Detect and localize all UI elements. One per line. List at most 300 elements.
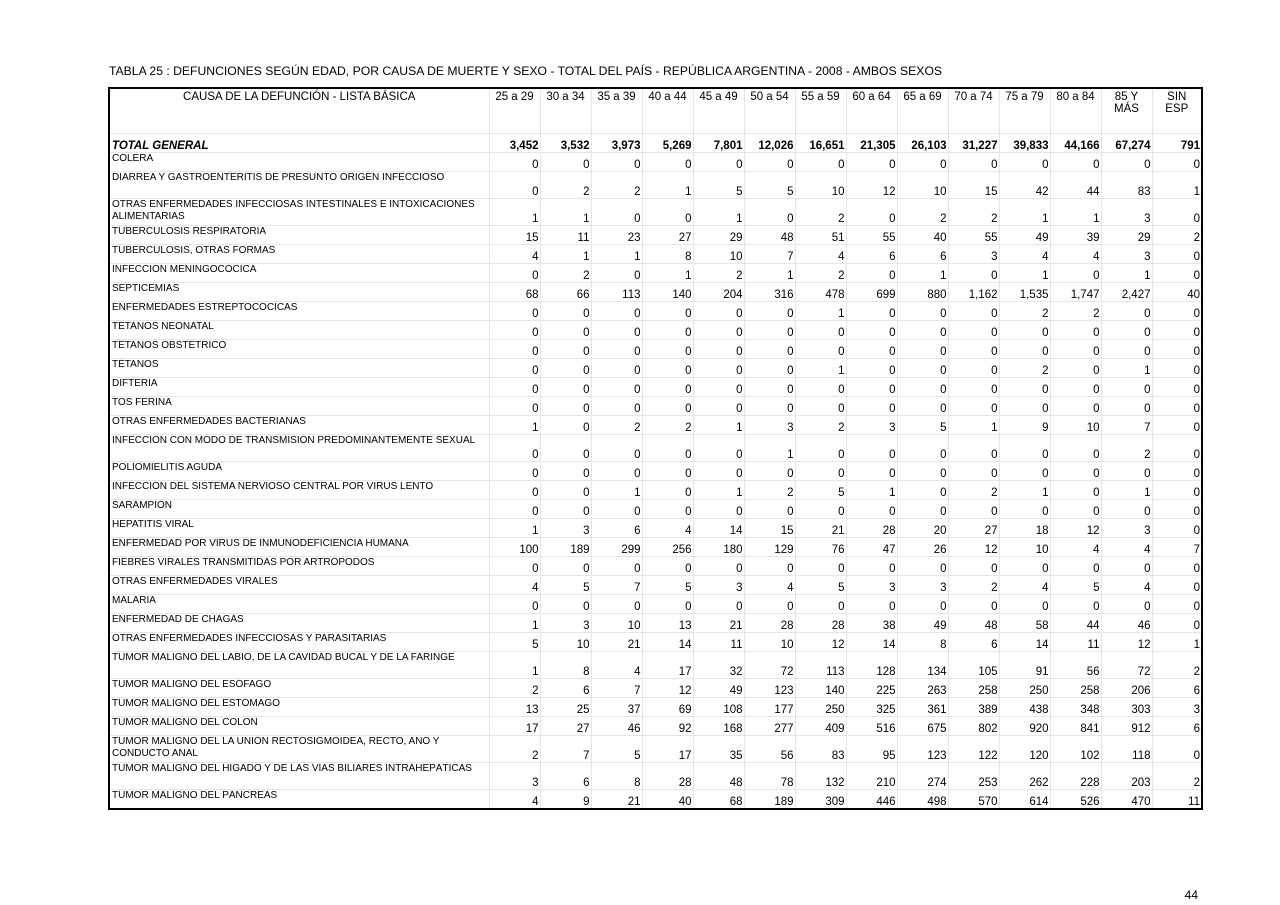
table-cell: 0 (1152, 397, 1202, 416)
table-cell: 0 (897, 595, 948, 614)
table-cell: 2 (489, 679, 540, 698)
table-cell: 14 (693, 519, 744, 538)
table-cell: 0 (642, 462, 693, 481)
table-cell: 0 (948, 302, 999, 321)
table-cell: 0 (846, 557, 897, 576)
table-cell: 66 (540, 283, 591, 302)
table-cell: 56 (744, 736, 795, 763)
table-cell: 0 (1152, 245, 1202, 264)
table-cell: 0 (1152, 321, 1202, 340)
total-cell: 3,973 (591, 134, 642, 153)
table-cell: 35 (693, 736, 744, 763)
table-row (109, 416, 1202, 435)
total-cell: 21,305 (846, 134, 897, 153)
table-cell: 0 (1101, 321, 1152, 340)
table-cell: 0 (846, 595, 897, 614)
cause-label: TUBERCULOSIS, OTRAS FORMAS (109, 245, 489, 264)
table-cell: 3 (540, 614, 591, 633)
table-cell: 0 (540, 435, 591, 462)
cause-label: SEPTICEMIAS (109, 283, 489, 302)
table-cell: 0 (489, 153, 540, 172)
table-cell: 4 (999, 576, 1050, 595)
table-cell: 0 (591, 199, 642, 226)
table-cell: 15 (489, 226, 540, 245)
table-cell: 210 (846, 763, 897, 790)
table-cell: 29 (693, 226, 744, 245)
column-header: 85 Y MÁS (1101, 88, 1152, 134)
table-cell: 258 (1050, 679, 1101, 698)
table-cell: 2 (744, 481, 795, 500)
table-cell: 0 (744, 302, 795, 321)
table-cell: 0 (540, 340, 591, 359)
total-cell: 39,833 (999, 134, 1050, 153)
table-cell: 0 (489, 595, 540, 614)
table-cell: 10 (897, 172, 948, 199)
table-cell: 3 (540, 519, 591, 538)
table-cell: 11 (1050, 633, 1101, 652)
table-cell: 1 (999, 481, 1050, 500)
table-cell: 0 (642, 500, 693, 519)
table-cell: 5 (795, 576, 846, 595)
column-header: 45 a 49 (693, 88, 744, 134)
table-cell: 2 (540, 264, 591, 283)
table-cell: 15 (948, 172, 999, 199)
table-cell: 10 (744, 633, 795, 652)
table-cell: 28 (642, 763, 693, 790)
table-cell: 0 (1152, 199, 1202, 226)
table-cell: 0 (897, 435, 948, 462)
table-cell: 113 (795, 652, 846, 679)
page-number: 44 (1184, 888, 1198, 902)
table-cell: 1,535 (999, 283, 1050, 302)
table-cell: 0 (1152, 557, 1202, 576)
table-cell: 2 (948, 576, 999, 595)
table-cell: 72 (744, 652, 795, 679)
cause-label: ENFERMEDAD POR VIRUS DE INMUNODEFICIENCIA HUMANA (109, 538, 489, 557)
table-cell: 1 (489, 614, 540, 633)
table-cell: 38 (846, 614, 897, 633)
table-cell: 3 (897, 576, 948, 595)
table-cell: 0 (999, 595, 1050, 614)
table-cell: 0 (1101, 595, 1152, 614)
table-cell: 0 (846, 153, 897, 172)
table-cell: 0 (744, 199, 795, 226)
total-cell: 67,274 (1101, 134, 1152, 153)
table-cell: 5 (489, 633, 540, 652)
table-cell: 46 (591, 717, 642, 736)
table-cell: 0 (897, 378, 948, 397)
table-cell: 5 (897, 416, 948, 435)
table-cell: 675 (897, 717, 948, 736)
table-cell: 0 (1152, 416, 1202, 435)
table-cell: 4 (744, 576, 795, 595)
table-cell: 6 (1152, 717, 1202, 736)
header-row (109, 88, 1202, 134)
table-cell: 0 (795, 153, 846, 172)
table-cell: 1 (693, 416, 744, 435)
cause-label: TUMOR MALIGNO DEL HÍGADO Y DE LAS VÍAS BILIARES INTRAHEPÁTICAS (109, 763, 489, 790)
total-cell: 7,801 (693, 134, 744, 153)
table-cell: 4 (591, 652, 642, 679)
table-cell: 11 (1152, 790, 1202, 809)
table-cell: 0 (795, 378, 846, 397)
table-cell: 0 (795, 595, 846, 614)
table-cell: 48 (744, 226, 795, 245)
table-cell: 0 (1152, 359, 1202, 378)
table-cell: 0 (1050, 557, 1101, 576)
column-header: 40 a 44 (642, 88, 693, 134)
table-cell: 206 (1101, 679, 1152, 698)
table-cell: 46 (1101, 614, 1152, 633)
table-cell: 0 (744, 500, 795, 519)
table-cell: 250 (999, 679, 1050, 698)
table-cell: 0 (1050, 340, 1101, 359)
table-cell: 262 (999, 763, 1050, 790)
table-cell: 316 (744, 283, 795, 302)
table-cell: 0 (693, 500, 744, 519)
table-cell: 12 (1101, 633, 1152, 652)
cause-label: TUMOR MALIGNO DEL ESÓFAGO (109, 679, 489, 698)
table-cell: 0 (489, 481, 540, 500)
table-cell: 0 (1101, 378, 1152, 397)
table-cell: 2 (948, 199, 999, 226)
table-cell: 0 (591, 378, 642, 397)
table-cell: 8 (591, 763, 642, 790)
table-cell: 37 (591, 698, 642, 717)
table-cell: 0 (1101, 557, 1152, 576)
table-cell: 0 (1050, 595, 1101, 614)
table-cell: 0 (1152, 736, 1202, 763)
table-row (109, 283, 1202, 302)
table-cell: 11 (693, 633, 744, 652)
table-cell: 0 (846, 321, 897, 340)
table-cell: 0 (1101, 302, 1152, 321)
table-cell: 1,162 (948, 283, 999, 302)
table-cell: 253 (948, 763, 999, 790)
table-cell: 1 (744, 435, 795, 462)
total-cell: 3,532 (540, 134, 591, 153)
table-cell: 0 (948, 321, 999, 340)
table-cell: 0 (1152, 435, 1202, 462)
table-cell: 83 (795, 736, 846, 763)
table-cell: 570 (948, 790, 999, 809)
table-cell: 0 (846, 340, 897, 359)
cause-label: MALARIA (109, 595, 489, 614)
cause-label: CÓLERA (109, 153, 489, 172)
table-cell: 1 (693, 481, 744, 500)
table-row (109, 245, 1202, 264)
table-cell: 0 (897, 321, 948, 340)
table-cell: 277 (744, 717, 795, 736)
table-cell: 2 (1152, 226, 1202, 245)
total-label: TOTAL GENERAL (109, 134, 489, 153)
table-cell: 76 (795, 538, 846, 557)
table-cell: 102 (1050, 736, 1101, 763)
table-cell: 6 (540, 679, 591, 698)
cause-label: TUBERCULOSIS RESPIRATORIA (109, 226, 489, 245)
table-cell: 256 (642, 538, 693, 557)
table-cell: 9 (999, 416, 1050, 435)
table-cell: 0 (846, 264, 897, 283)
table-cell: 118 (1101, 736, 1152, 763)
column-header: 35 a 39 (591, 88, 642, 134)
table-cell: 0 (591, 462, 642, 481)
table-row (109, 652, 1202, 679)
table-cell: 0 (948, 500, 999, 519)
table-cell: 0 (1152, 153, 1202, 172)
table-cell: 5 (795, 481, 846, 500)
column-header: 30 a 34 (540, 88, 591, 134)
table-cell: 177 (744, 698, 795, 717)
table-cell: 0 (693, 378, 744, 397)
table-row (109, 790, 1202, 809)
table-cell: 0 (744, 397, 795, 416)
table-cell: 3 (1101, 519, 1152, 538)
table-cell: 0 (846, 199, 897, 226)
table-cell: 0 (540, 500, 591, 519)
table-cell: 10 (591, 614, 642, 633)
table-cell: 5 (744, 172, 795, 199)
table-cell: 0 (948, 359, 999, 378)
cause-label: OTRAS ENFERMEDADES INFECCIOSAS Y PARASITARIAS (109, 633, 489, 652)
table-cell: 5 (642, 576, 693, 595)
table-cell: 28 (744, 614, 795, 633)
table-cell: 12 (1050, 519, 1101, 538)
table-cell: 4 (1101, 538, 1152, 557)
table-cell: 0 (999, 340, 1050, 359)
table-cell: 21 (591, 633, 642, 652)
table-cell: 25 (540, 698, 591, 717)
cause-label: TÉTANOS OBSTÉTRICO (109, 340, 489, 359)
table-cell: 0 (1152, 264, 1202, 283)
table-cell: 0 (642, 340, 693, 359)
table-cell: 0 (489, 462, 540, 481)
table-cell: 389 (948, 698, 999, 717)
total-cell: 16,651 (795, 134, 846, 153)
table-cell: 6 (1152, 679, 1202, 698)
table-cell: 0 (540, 321, 591, 340)
table-row (109, 302, 1202, 321)
table-cell: 69 (642, 698, 693, 717)
table-cell: 0 (591, 264, 642, 283)
table-cell: 299 (591, 538, 642, 557)
total-cell: 44,166 (1050, 134, 1101, 153)
table-cell: 2 (591, 172, 642, 199)
table-cell: 0 (795, 397, 846, 416)
column-header: 55 a 59 (795, 88, 846, 134)
table-cell: 0 (744, 595, 795, 614)
table-row (109, 698, 1202, 717)
table-row (109, 763, 1202, 790)
table-cell: 1 (1101, 359, 1152, 378)
table-cell: 0 (1152, 302, 1202, 321)
table-cell: 0 (1050, 481, 1101, 500)
table-cell: 614 (999, 790, 1050, 809)
table-cell: 2 (642, 416, 693, 435)
table-cell: 8 (897, 633, 948, 652)
cause-label: INFECCIÓN CON MODO DE TRANSMISIÓN PREDOMINANTEMENTE SEXUAL (109, 435, 489, 462)
table-cell: 10 (1050, 416, 1101, 435)
table-cell: 27 (642, 226, 693, 245)
table-cell: 168 (693, 717, 744, 736)
table-cell: 0 (489, 302, 540, 321)
table-cell: 21 (693, 614, 744, 633)
table-cell: 0 (642, 397, 693, 416)
table-cell: 120 (999, 736, 1050, 763)
table-cell: 1 (489, 519, 540, 538)
table-cell: 1 (489, 199, 540, 226)
table-cell: 0 (591, 435, 642, 462)
table-cell: 0 (693, 397, 744, 416)
table-cell: 1 (1101, 481, 1152, 500)
table-cell: 83 (1101, 172, 1152, 199)
table-cell: 0 (591, 595, 642, 614)
table-cell: 14 (999, 633, 1050, 652)
table-cell: 0 (591, 500, 642, 519)
table-cell: 40 (1152, 283, 1202, 302)
table-cell: 1 (693, 199, 744, 226)
table-cell: 920 (999, 717, 1050, 736)
column-header: 50 a 54 (744, 88, 795, 134)
table-cell: 0 (1050, 397, 1101, 416)
table-cell: 5 (1050, 576, 1101, 595)
table-cell: 2 (1101, 435, 1152, 462)
table-cell: 13 (642, 614, 693, 633)
table-cell: 0 (540, 416, 591, 435)
table-cell: 23 (591, 226, 642, 245)
table-cell: 3 (846, 576, 897, 595)
table-cell: 0 (489, 500, 540, 519)
table-cell: 203 (1101, 763, 1152, 790)
cause-label: ENFERMEDADES ESTREPTOCÓCICAS (109, 302, 489, 321)
table-cell: 0 (744, 153, 795, 172)
cause-label: SARAMPIÓN (109, 500, 489, 519)
table-row (109, 481, 1202, 500)
cause-label: INFECCIÓN DEL SISTEMA NERVIOSO CENTRAL POR VIRUS LENTO (109, 481, 489, 500)
table-cell: 1 (642, 172, 693, 199)
total-row (109, 134, 1202, 153)
total-cell: 3,452 (489, 134, 540, 153)
table-cell: 123 (744, 679, 795, 698)
table-cell: 2 (999, 302, 1050, 321)
table-cell: 10 (540, 633, 591, 652)
table-row (109, 614, 1202, 633)
table-cell: 0 (1152, 340, 1202, 359)
table-cell: 0 (846, 359, 897, 378)
table-cell: 12 (642, 679, 693, 698)
table-cell: 0 (540, 153, 591, 172)
table-cell: 21 (591, 790, 642, 809)
table-cell: 0 (744, 557, 795, 576)
table-cell: 0 (1050, 153, 1101, 172)
table-cell: 48 (693, 763, 744, 790)
cause-label: TUMOR MALIGNO DEL COLON (109, 717, 489, 736)
table-cell: 8 (540, 652, 591, 679)
table-cell: 1 (489, 416, 540, 435)
table-cell: 0 (591, 153, 642, 172)
table-cell: 699 (846, 283, 897, 302)
table-cell: 0 (897, 340, 948, 359)
table-cell: 0 (489, 340, 540, 359)
table-cell: 0 (948, 397, 999, 416)
table-cell: 20 (897, 519, 948, 538)
table-cell: 2 (540, 172, 591, 199)
table-cell: 0 (744, 340, 795, 359)
table-cell: 4 (489, 245, 540, 264)
table-cell: 1 (1152, 633, 1202, 652)
table-cell: 26 (897, 538, 948, 557)
table-cell: 438 (999, 698, 1050, 717)
table-cell: 274 (897, 763, 948, 790)
table-cell: 140 (642, 283, 693, 302)
table-cell: 0 (897, 481, 948, 500)
table-cell: 17 (489, 717, 540, 736)
table-cell: 0 (642, 435, 693, 462)
table-row (109, 435, 1202, 462)
cause-label: TUMOR MALIGNO DEL ESTÓMAGO (109, 698, 489, 717)
table-cell: 49 (999, 226, 1050, 245)
table-cell: 55 (846, 226, 897, 245)
table-cell: 91 (999, 652, 1050, 679)
table-cell: 0 (693, 321, 744, 340)
table-cell: 42 (999, 172, 1050, 199)
table-cell: 0 (591, 340, 642, 359)
table-cell: 0 (591, 302, 642, 321)
table-cell: 309 (795, 790, 846, 809)
table-cell: 7 (744, 245, 795, 264)
table-cell: 516 (846, 717, 897, 736)
table-cell: 6 (846, 245, 897, 264)
table-cell: 6 (540, 763, 591, 790)
table-cell: 44 (1050, 614, 1101, 633)
table-cell: 6 (948, 633, 999, 652)
table-cell: 0 (1152, 519, 1202, 538)
table-row (109, 378, 1202, 397)
table-cell: 361 (897, 698, 948, 717)
table-cell: 68 (489, 283, 540, 302)
table-row (109, 519, 1202, 538)
table-cell: 0 (1050, 359, 1101, 378)
table-row (109, 557, 1202, 576)
table-cell: 3 (948, 245, 999, 264)
cause-label: POLIOMIELITIS AGUDA (109, 462, 489, 481)
cause-label: TUMOR MALIGNO DEL LABIO, DE LA CAVIDAD BUCAL Y DE LA FARINGE (109, 652, 489, 679)
table-cell: 0 (948, 340, 999, 359)
table-cell: 0 (846, 435, 897, 462)
table-cell: 27 (948, 519, 999, 538)
table-cell: 3 (744, 416, 795, 435)
table-cell: 0 (948, 153, 999, 172)
table-cell: 4 (1050, 538, 1101, 557)
table-cell: 0 (846, 397, 897, 416)
table-cell: 250 (795, 698, 846, 717)
table-cell: 48 (948, 614, 999, 633)
table-cell: 1 (846, 481, 897, 500)
table-cell: 0 (795, 321, 846, 340)
table-row (109, 717, 1202, 736)
table-cell: 4 (489, 790, 540, 809)
table-cell: 2 (1152, 652, 1202, 679)
table-cell: 0 (693, 359, 744, 378)
cause-label: TOS FERINA (109, 397, 489, 416)
table-cell: 0 (693, 340, 744, 359)
table-cell: 0 (897, 462, 948, 481)
table-cell: 1 (795, 359, 846, 378)
cause-label: INFECCIÓN MENINGOCÓCICA (109, 264, 489, 283)
table-cell: 0 (540, 481, 591, 500)
table-cell: 4 (999, 245, 1050, 264)
table-cell: 140 (795, 679, 846, 698)
